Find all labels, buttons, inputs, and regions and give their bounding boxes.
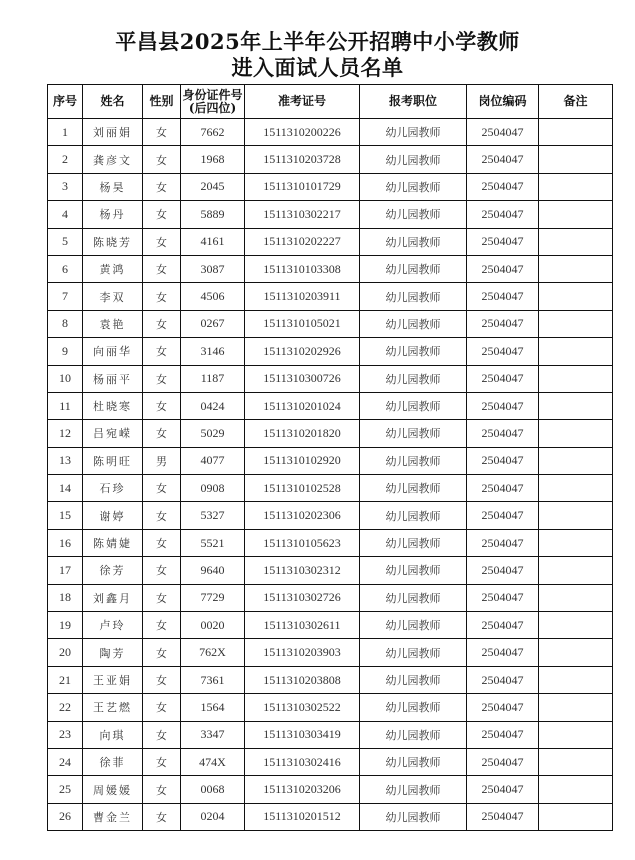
position-cell: 幼儿园教师 <box>360 283 467 310</box>
post-code-cell: 2504047 <box>467 338 539 365</box>
seq-cell: 3 <box>48 173 83 200</box>
seq-cell: 16 <box>48 529 83 556</box>
post-code-cell: 2504047 <box>467 584 539 611</box>
post-code-cell: 2504047 <box>467 365 539 392</box>
id-last4-cell: 9640 <box>181 557 245 584</box>
note-cell <box>539 529 613 556</box>
exam-no-cell: 1511310102528 <box>245 475 360 502</box>
gender-cell: 女 <box>143 584 181 611</box>
seq-cell: 15 <box>48 502 83 529</box>
position-cell: 幼儿园教师 <box>360 612 467 639</box>
name-cell: 徐菲 <box>83 748 143 775</box>
position-cell: 幼儿园教师 <box>360 639 467 666</box>
note-cell <box>539 694 613 721</box>
note-cell <box>539 475 613 502</box>
seq-cell: 23 <box>48 721 83 748</box>
id-last4-cell: 5327 <box>181 502 245 529</box>
name-cell: 龚彦文 <box>83 146 143 173</box>
post-code-cell: 2504047 <box>467 310 539 337</box>
id-last4-cell: 1968 <box>181 146 245 173</box>
seq-cell: 6 <box>48 255 83 282</box>
exam-no-cell: 1511310203911 <box>245 283 360 310</box>
post-code-cell: 2504047 <box>467 447 539 474</box>
name-cell: 王亚娟 <box>83 666 143 693</box>
name-cell: 李双 <box>83 283 143 310</box>
table-row <box>48 338 613 365</box>
exam-no-cell: 1511310302726 <box>245 584 360 611</box>
post-code-cell: 2504047 <box>467 283 539 310</box>
position-cell: 幼儿园教师 <box>360 584 467 611</box>
name-cell: 陈晓芳 <box>83 228 143 255</box>
table-header-row <box>48 85 613 119</box>
position-cell: 幼儿园教师 <box>360 502 467 529</box>
seq-cell: 5 <box>48 228 83 255</box>
exam-no-cell: 1511310300726 <box>245 365 360 392</box>
gender-cell: 女 <box>143 338 181 365</box>
gender-cell: 女 <box>143 365 181 392</box>
id-last4-cell: 0267 <box>181 310 245 337</box>
exam-no-cell: 1511310302217 <box>245 201 360 228</box>
position-cell: 幼儿园教师 <box>360 338 467 365</box>
id-last4-cell: 4506 <box>181 283 245 310</box>
position-cell: 幼儿园教师 <box>360 420 467 447</box>
document-subtitle: 进入面试人员名单 <box>231 55 404 80</box>
position-cell: 幼儿园教师 <box>360 748 467 775</box>
name-cell: 石珍 <box>83 475 143 502</box>
exam-no-cell: 1511310105623 <box>245 529 360 556</box>
gender-cell: 女 <box>143 748 181 775</box>
gender-cell: 女 <box>143 502 181 529</box>
note-cell <box>539 338 613 365</box>
post-code-cell: 2504047 <box>467 748 539 775</box>
id-last4-cell: 0908 <box>181 475 245 502</box>
position-cell: 幼儿园教师 <box>360 173 467 200</box>
note-cell <box>539 803 613 830</box>
header-id-line1: 身份证件号 <box>182 87 243 102</box>
position-cell: 幼儿园教师 <box>360 694 467 721</box>
name-cell: 袁艳 <box>83 310 143 337</box>
note-cell <box>539 310 613 337</box>
note-cell <box>539 365 613 392</box>
table-row <box>48 803 613 830</box>
exam-no-cell: 1511310302522 <box>245 694 360 721</box>
seq-cell: 11 <box>48 392 83 419</box>
table-row <box>48 748 613 775</box>
seq-cell: 13 <box>48 447 83 474</box>
table-row <box>48 475 613 502</box>
header-post-code: 岗位编码 <box>467 85 539 119</box>
name-cell: 向丽华 <box>83 338 143 365</box>
gender-cell: 女 <box>143 420 181 447</box>
note-cell <box>539 146 613 173</box>
seq-cell: 22 <box>48 694 83 721</box>
exam-no-cell: 1511310201820 <box>245 420 360 447</box>
seq-cell: 4 <box>48 201 83 228</box>
header-name: 姓名 <box>83 85 143 119</box>
note-cell <box>539 173 613 200</box>
note-cell <box>539 392 613 419</box>
seq-cell: 1 <box>48 119 83 146</box>
note-cell <box>539 255 613 282</box>
name-cell: 陈婧婕 <box>83 529 143 556</box>
header-id-last4 <box>181 85 245 119</box>
seq-cell: 20 <box>48 639 83 666</box>
note-cell <box>539 776 613 803</box>
gender-cell: 女 <box>143 201 181 228</box>
name-cell: 黄鸿 <box>83 255 143 282</box>
gender-cell: 女 <box>143 146 181 173</box>
seq-cell: 8 <box>48 310 83 337</box>
position-cell: 幼儿园教师 <box>360 201 467 228</box>
position-cell: 幼儿园教师 <box>360 119 467 146</box>
table-row <box>48 283 613 310</box>
seq-cell: 24 <box>48 748 83 775</box>
gender-cell: 女 <box>143 694 181 721</box>
seq-cell: 2 <box>48 146 83 173</box>
name-cell: 杨昊 <box>83 173 143 200</box>
gender-cell: 女 <box>143 529 181 556</box>
name-cell: 王艺燃 <box>83 694 143 721</box>
gender-cell: 女 <box>143 228 181 255</box>
gender-cell: 女 <box>143 666 181 693</box>
name-cell: 卢玲 <box>83 612 143 639</box>
name-cell: 杨丽平 <box>83 365 143 392</box>
name-cell: 陈明旺 <box>83 447 143 474</box>
name-cell: 曹金兰 <box>83 803 143 830</box>
note-cell <box>539 639 613 666</box>
note-cell <box>539 420 613 447</box>
header-seq: 序号 <box>48 85 83 119</box>
post-code-cell: 2504047 <box>467 146 539 173</box>
exam-no-cell: 1511310302312 <box>245 557 360 584</box>
gender-cell: 女 <box>143 776 181 803</box>
exam-no-cell: 1511310302611 <box>245 612 360 639</box>
post-code-cell: 2504047 <box>467 557 539 584</box>
header-note: 备注 <box>539 85 613 119</box>
table-row <box>48 584 613 611</box>
table-row <box>48 776 613 803</box>
post-code-cell: 2504047 <box>467 392 539 419</box>
gender-cell: 女 <box>143 392 181 419</box>
note-cell <box>539 748 613 775</box>
id-last4-cell: 3146 <box>181 338 245 365</box>
post-code-cell: 2504047 <box>467 228 539 255</box>
position-cell: 幼儿园教师 <box>360 721 467 748</box>
header-id-line2: (后四位) <box>188 100 237 115</box>
exam-no-cell: 1511310201024 <box>245 392 360 419</box>
gender-cell: 女 <box>143 721 181 748</box>
note-cell <box>539 201 613 228</box>
seq-cell: 21 <box>48 666 83 693</box>
table-row <box>48 228 613 255</box>
position-cell: 幼儿园教师 <box>360 447 467 474</box>
exam-no-cell: 1511310200226 <box>245 119 360 146</box>
gender-cell: 女 <box>143 255 181 282</box>
note-cell <box>539 584 613 611</box>
header-exam-no: 准考证号 <box>245 85 360 119</box>
post-code-cell: 2504047 <box>467 201 539 228</box>
id-last4-cell: 3087 <box>181 255 245 282</box>
table-row <box>48 502 613 529</box>
post-code-cell: 2504047 <box>467 255 539 282</box>
document-title: 平昌县2025年上半年公开招聘中小学教师 <box>115 29 520 54</box>
table-row <box>48 639 613 666</box>
position-cell: 幼儿园教师 <box>360 529 467 556</box>
note-cell <box>539 283 613 310</box>
name-cell: 向琪 <box>83 721 143 748</box>
post-code-cell: 2504047 <box>467 612 539 639</box>
id-last4-cell: 7729 <box>181 584 245 611</box>
gender-cell: 男 <box>143 447 181 474</box>
table-row <box>48 255 613 282</box>
id-last4-cell: 3347 <box>181 721 245 748</box>
id-last4-cell: 5521 <box>181 529 245 556</box>
post-code-cell: 2504047 <box>467 721 539 748</box>
exam-no-cell: 1511310203808 <box>245 666 360 693</box>
name-cell: 陶芳 <box>83 639 143 666</box>
table-row <box>48 173 613 200</box>
id-last4-cell: 7361 <box>181 666 245 693</box>
seq-cell: 9 <box>48 338 83 365</box>
table-row <box>48 694 613 721</box>
id-last4-cell: 7662 <box>181 119 245 146</box>
table-row <box>48 201 613 228</box>
id-last4-cell: 1187 <box>181 365 245 392</box>
note-cell <box>539 557 613 584</box>
note-cell <box>539 721 613 748</box>
seq-cell: 25 <box>48 776 83 803</box>
post-code-cell: 2504047 <box>467 666 539 693</box>
position-cell: 幼儿园教师 <box>360 666 467 693</box>
gender-cell: 女 <box>143 612 181 639</box>
name-cell: 杨丹 <box>83 201 143 228</box>
post-code-cell: 2504047 <box>467 119 539 146</box>
note-cell <box>539 666 613 693</box>
gender-cell: 女 <box>143 475 181 502</box>
position-cell: 幼儿园教师 <box>360 557 467 584</box>
gender-cell: 女 <box>143 803 181 830</box>
table-row <box>48 119 613 146</box>
table-row <box>48 666 613 693</box>
id-last4-cell: 5889 <box>181 201 245 228</box>
exam-no-cell: 1511310103308 <box>245 255 360 282</box>
gender-cell: 女 <box>143 283 181 310</box>
seq-cell: 10 <box>48 365 83 392</box>
id-last4-cell: 1564 <box>181 694 245 721</box>
exam-no-cell: 1511310202227 <box>245 228 360 255</box>
position-cell: 幼儿园教师 <box>360 310 467 337</box>
post-code-cell: 2504047 <box>467 639 539 666</box>
table-row <box>48 365 613 392</box>
exam-no-cell: 1511310203206 <box>245 776 360 803</box>
note-cell <box>539 119 613 146</box>
name-cell: 徐芳 <box>83 557 143 584</box>
seq-cell: 7 <box>48 283 83 310</box>
table-row <box>48 146 613 173</box>
id-last4-cell: 0424 <box>181 392 245 419</box>
exam-no-cell: 1511310202306 <box>245 502 360 529</box>
name-cell: 谢婷 <box>83 502 143 529</box>
name-cell: 刘丽娟 <box>83 119 143 146</box>
id-last4-cell: 4161 <box>181 228 245 255</box>
name-cell: 周媛媛 <box>83 776 143 803</box>
seq-cell: 18 <box>48 584 83 611</box>
note-cell <box>539 447 613 474</box>
seq-cell: 12 <box>48 420 83 447</box>
position-cell: 幼儿园教师 <box>360 776 467 803</box>
table-row <box>48 557 613 584</box>
position-cell: 幼儿园教师 <box>360 228 467 255</box>
post-code-cell: 2504047 <box>467 776 539 803</box>
note-cell <box>539 228 613 255</box>
id-last4-cell: 0068 <box>181 776 245 803</box>
exam-no-cell: 1511310203903 <box>245 639 360 666</box>
post-code-cell: 2504047 <box>467 173 539 200</box>
exam-no-cell: 1511310201512 <box>245 803 360 830</box>
position-cell: 幼儿园教师 <box>360 365 467 392</box>
id-last4-cell: 0204 <box>181 803 245 830</box>
position-cell: 幼儿园教师 <box>360 255 467 282</box>
table-row <box>48 392 613 419</box>
exam-no-cell: 1511310303419 <box>245 721 360 748</box>
name-cell: 吕宛嵘 <box>83 420 143 447</box>
exam-no-cell: 1511310202926 <box>245 338 360 365</box>
table-row <box>48 721 613 748</box>
position-cell: 幼儿园教师 <box>360 392 467 419</box>
exam-no-cell: 1511310101729 <box>245 173 360 200</box>
seq-cell: 26 <box>48 803 83 830</box>
seq-cell: 14 <box>48 475 83 502</box>
interview-list-table <box>47 84 613 831</box>
post-code-cell: 2504047 <box>467 420 539 447</box>
id-last4-cell: 762X <box>181 639 245 666</box>
gender-cell: 女 <box>143 119 181 146</box>
id-last4-cell: 474X <box>181 748 245 775</box>
post-code-cell: 2504047 <box>467 694 539 721</box>
gender-cell: 女 <box>143 310 181 337</box>
id-last4-cell: 0020 <box>181 612 245 639</box>
post-code-cell: 2504047 <box>467 529 539 556</box>
table-row <box>48 612 613 639</box>
exam-no-cell: 1511310105021 <box>245 310 360 337</box>
id-last4-cell: 4077 <box>181 447 245 474</box>
exam-no-cell: 1511310302416 <box>245 748 360 775</box>
post-code-cell: 2504047 <box>467 803 539 830</box>
position-cell: 幼儿园教师 <box>360 475 467 502</box>
gender-cell: 女 <box>143 173 181 200</box>
table-row <box>48 420 613 447</box>
exam-no-cell: 1511310203728 <box>245 146 360 173</box>
header-gender: 性别 <box>143 85 181 119</box>
position-cell: 幼儿园教师 <box>360 803 467 830</box>
post-code-cell: 2504047 <box>467 502 539 529</box>
post-code-cell: 2504047 <box>467 475 539 502</box>
name-cell: 杜晓寒 <box>83 392 143 419</box>
table-row <box>48 529 613 556</box>
gender-cell: 女 <box>143 639 181 666</box>
id-last4-cell: 5029 <box>181 420 245 447</box>
table-row <box>48 447 613 474</box>
note-cell <box>539 502 613 529</box>
note-cell <box>539 612 613 639</box>
seq-cell: 17 <box>48 557 83 584</box>
gender-cell: 女 <box>143 557 181 584</box>
name-cell: 刘鑫月 <box>83 584 143 611</box>
exam-no-cell: 1511310102920 <box>245 447 360 474</box>
header-position: 报考职位 <box>360 85 467 119</box>
seq-cell: 19 <box>48 612 83 639</box>
position-cell: 幼儿园教师 <box>360 146 467 173</box>
table-row <box>48 310 613 337</box>
id-last4-cell: 2045 <box>181 173 245 200</box>
